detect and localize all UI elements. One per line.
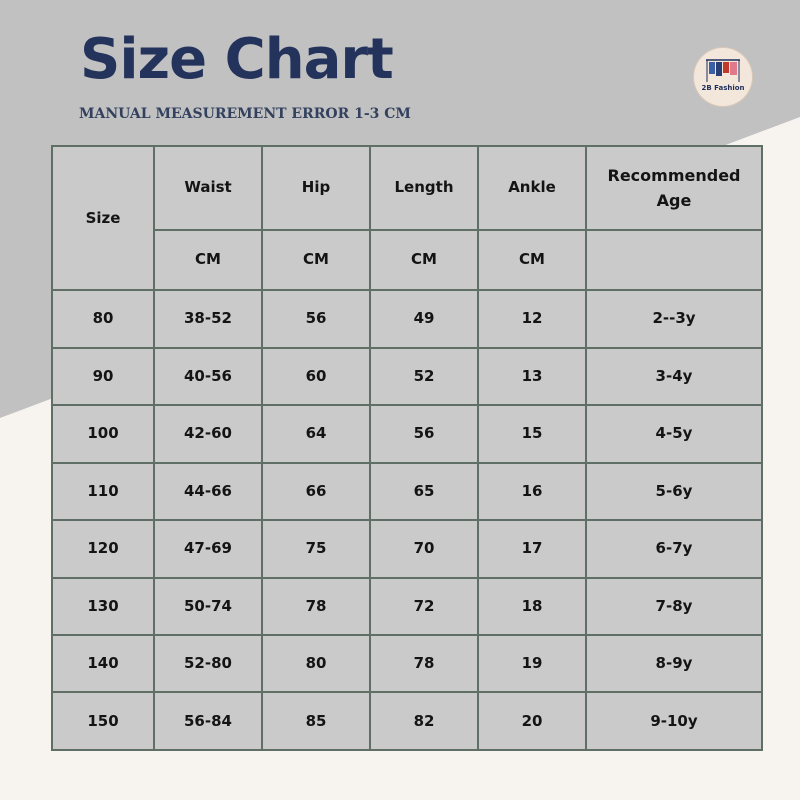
cell-ankle: 18	[478, 578, 586, 635]
cell-hip: 56	[262, 290, 370, 347]
header-length: Length	[370, 146, 478, 230]
cell-ankle: 15	[478, 405, 586, 462]
cell-ankle: 20	[478, 692, 586, 750]
table-row	[52, 520, 762, 577]
cell-length: 65	[370, 463, 478, 520]
size-table	[51, 145, 763, 751]
cell-waist: 56-84	[154, 692, 262, 750]
cell-waist: 52-80	[154, 635, 262, 692]
header-hip: Hip	[262, 146, 370, 230]
cell-hip: 60	[262, 348, 370, 405]
cell-size: 80	[52, 290, 154, 347]
cell-length: 52	[370, 348, 478, 405]
cell-length: 56	[370, 405, 478, 462]
cell-ankle: 19	[478, 635, 586, 692]
cell-ankle: 16	[478, 463, 586, 520]
header-size: Size	[52, 146, 154, 290]
table-row	[52, 635, 762, 692]
measurement-note: MANUAL MEASUREMENT ERROR 1-3 CM	[79, 106, 411, 122]
cell-ankle: 12	[478, 290, 586, 347]
logo-text: 2B Fashion	[701, 84, 745, 92]
table-row	[52, 578, 762, 635]
table-row	[52, 463, 762, 520]
cell-hip: 80	[262, 635, 370, 692]
page-title: Size Chart	[80, 27, 393, 92]
brand-logo	[694, 48, 752, 106]
unit-ankle: CM	[478, 230, 586, 291]
cell-size: 130	[52, 578, 154, 635]
cell-waist: 50-74	[154, 578, 262, 635]
cell-length: 72	[370, 578, 478, 635]
cell-size: 140	[52, 635, 154, 692]
unit-age	[586, 230, 762, 291]
cell-age: 9-10y	[586, 692, 762, 750]
cell-waist: 44-66	[154, 463, 262, 520]
cell-length: 82	[370, 692, 478, 750]
cell-age: 4-5y	[586, 405, 762, 462]
cell-waist: 38-52	[154, 290, 262, 347]
cell-size: 110	[52, 463, 154, 520]
header-recommended-age: Recommended Age	[586, 146, 762, 230]
cell-size: 100	[52, 405, 154, 462]
cell-length: 49	[370, 290, 478, 347]
cell-age: 7-8y	[586, 578, 762, 635]
header-ankle: Ankle	[478, 146, 586, 230]
cell-ankle: 13	[478, 348, 586, 405]
cell-hip: 78	[262, 578, 370, 635]
table-row	[52, 290, 762, 347]
table-row	[52, 692, 762, 750]
cell-waist: 42-60	[154, 405, 262, 462]
cell-ankle: 17	[478, 520, 586, 577]
cell-hip: 75	[262, 520, 370, 577]
cell-hip: 66	[262, 463, 370, 520]
table-row	[52, 405, 762, 462]
cell-size: 120	[52, 520, 154, 577]
cell-hip: 64	[262, 405, 370, 462]
cell-hip: 85	[262, 692, 370, 750]
cell-size: 150	[52, 692, 154, 750]
cell-age: 8-9y	[586, 635, 762, 692]
cell-length: 78	[370, 635, 478, 692]
clothes-rack-logo-icon	[694, 48, 752, 106]
unit-hip: CM	[262, 230, 370, 291]
cell-waist: 47-69	[154, 520, 262, 577]
cell-age: 6-7y	[586, 520, 762, 577]
cell-age: 2--3y	[586, 290, 762, 347]
cell-age: 5-6y	[586, 463, 762, 520]
table-row	[52, 348, 762, 405]
header-row	[52, 146, 762, 230]
cell-waist: 40-56	[154, 348, 262, 405]
cell-length: 70	[370, 520, 478, 577]
unit-waist: CM	[154, 230, 262, 291]
unit-length: CM	[370, 230, 478, 291]
unit-row	[52, 230, 762, 291]
header-waist: Waist	[154, 146, 262, 230]
cell-age: 3-4y	[586, 348, 762, 405]
cell-size: 90	[52, 348, 154, 405]
